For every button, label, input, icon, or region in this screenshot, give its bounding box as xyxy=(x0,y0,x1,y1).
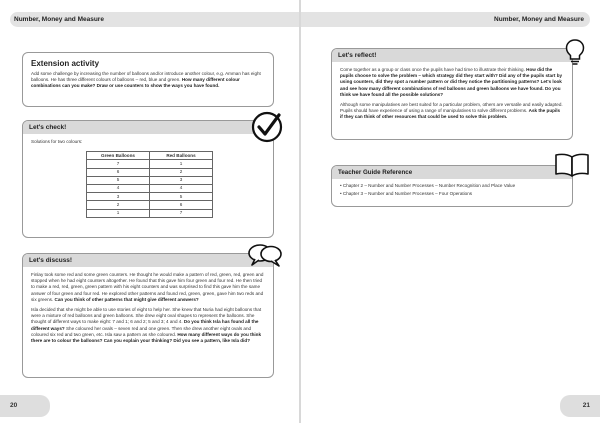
lets-discuss-title: Let's discuss! xyxy=(23,254,273,267)
table-header: Green Balloons xyxy=(87,152,150,160)
page-header: Number, Money and Measure xyxy=(10,12,299,27)
check-intro: Solutions for two colours: xyxy=(31,139,83,144)
speech-bubbles-icon xyxy=(247,242,283,268)
table-row xyxy=(87,209,213,217)
lets-discuss-body xyxy=(23,267,273,353)
table-cell: 2 xyxy=(150,168,213,176)
table-cell: 2 xyxy=(87,201,150,209)
left-page xyxy=(0,0,299,423)
lightbulb-icon xyxy=(565,38,585,66)
page-number: 21 xyxy=(560,395,600,417)
list-item: • Chapter 2 – Number and Number Processes – Number Recognition and Place Value xyxy=(340,182,564,190)
discuss-text: Finlay took some red and some green counters. He thought he would make a pattern of red, green, red, green and stopped when he had eight counters altogether. He found that this gave him four green and four red. He then tried to make a red, red, green, green pattern with his eight counters and was surprised to find this gave him the same answer of four green and four red. He explored other patterns and found red, green, green, gave him two reds and six greens. xyxy=(31,272,264,302)
reflect-text: Although some manipulatives are best suited for a particular problem, others are versatile and easily adapted. Pupils should have experience of using a range of manipulatives to solve different problems. xyxy=(340,102,563,114)
table-cell: 4 xyxy=(150,184,213,192)
extension-activity-box xyxy=(22,52,274,107)
extension-body xyxy=(23,70,273,95)
table-cell: 7 xyxy=(150,209,213,217)
extension-title: Extension activity xyxy=(31,59,100,68)
teacher-guide-box xyxy=(331,165,573,207)
list-item: • Chapter 3 – Number and Number Processes – Four Operations xyxy=(340,190,564,198)
table-row xyxy=(87,168,213,176)
lets-reflect-box xyxy=(331,48,573,140)
table-cell: 6 xyxy=(87,168,150,176)
table-cell: 1 xyxy=(150,160,213,168)
table-cell: 5 xyxy=(150,193,213,201)
table-row xyxy=(87,184,213,192)
reflect-question: Ask the pupils if they can think of other resources that could be used to solve this problem. xyxy=(340,108,561,120)
page-number: 20 xyxy=(0,395,50,417)
extension-question: How many different colour combinations can you make? Draw or use counters to show the ways you have found. xyxy=(31,77,240,89)
right-page xyxy=(301,0,600,423)
reflect-paragraph xyxy=(340,67,564,98)
page-header: Number, Money and Measure xyxy=(301,12,590,27)
table-row xyxy=(87,160,213,168)
discuss-question: Do you think Isla has found all the different ways? xyxy=(31,319,259,331)
table-header: Red Balloons xyxy=(150,152,213,160)
extension-text: Add some challenge by increasing the number of balloons and/or introduce another colour, e.g. Amman has eight balloons. He has three different colours of balloons – red, blue and green. xyxy=(31,71,261,83)
table-cell: 3 xyxy=(87,193,150,201)
table-cell: 5 xyxy=(87,176,150,184)
reflect-text: Come together as a group or class once the pupils have had time to illustrate their thinking. xyxy=(340,67,525,72)
discuss-question: How many different ways do you think there are to colour the balloons? Can you explain your thinking? Did you see a pattern, like Isla did? xyxy=(31,331,262,344)
lets-discuss-box xyxy=(22,253,274,378)
lets-check-box xyxy=(22,120,274,238)
teacher-guide-list xyxy=(332,179,572,201)
discuss-paragraph xyxy=(31,272,265,303)
lets-reflect-title: Let's reflect! xyxy=(332,49,572,62)
solutions-table xyxy=(86,151,213,218)
discuss-question: Can you think of other patterns that might give different answers? xyxy=(54,296,199,302)
checkmark-icon xyxy=(250,110,284,144)
discuss-text: She coloured her ovals – seven red and one green. Then she drew another eight ovals and coloured six red and two green, etc. Isla saw a pattern as she coloured. xyxy=(31,325,252,337)
table-cell: 7 xyxy=(87,160,150,168)
teacher-guide-title: Teacher Guide Reference xyxy=(332,166,572,179)
table-cell: 6 xyxy=(150,201,213,209)
discuss-text: Isla decided that she might be able to use stories of eight to help her. She knew that Nuria had eight balloons that were a mixture of red balloons and green balloons. She drew eight oval shapes to represent the balloons. She thought of different ways to make eight: 7 and 1; 6 and 2; 5 and 3; 4 and 4. xyxy=(31,307,262,325)
reflect-paragraph xyxy=(340,102,564,121)
table-row xyxy=(87,201,213,209)
table-row xyxy=(87,193,213,201)
table-row xyxy=(87,176,213,184)
lets-check-body xyxy=(23,134,273,223)
table-cell: 4 xyxy=(87,184,150,192)
discuss-paragraph xyxy=(31,307,265,344)
table-cell: 1 xyxy=(87,209,150,217)
open-book-icon xyxy=(554,152,590,178)
lets-reflect-body xyxy=(332,62,572,130)
table-cell: 3 xyxy=(150,176,213,184)
lets-check-title: Let's check! xyxy=(23,121,273,134)
reflect-question: How did the pupils choose to solve the problem – which strategy did they start with? Did any of the pupils start by using counters, did they spot a number pattern or did they notice the partitioning patterns? Let's look and see how many different combinations of red balloons and green balloons we have found. Do you think we have found all the possible solutions? xyxy=(340,67,563,97)
